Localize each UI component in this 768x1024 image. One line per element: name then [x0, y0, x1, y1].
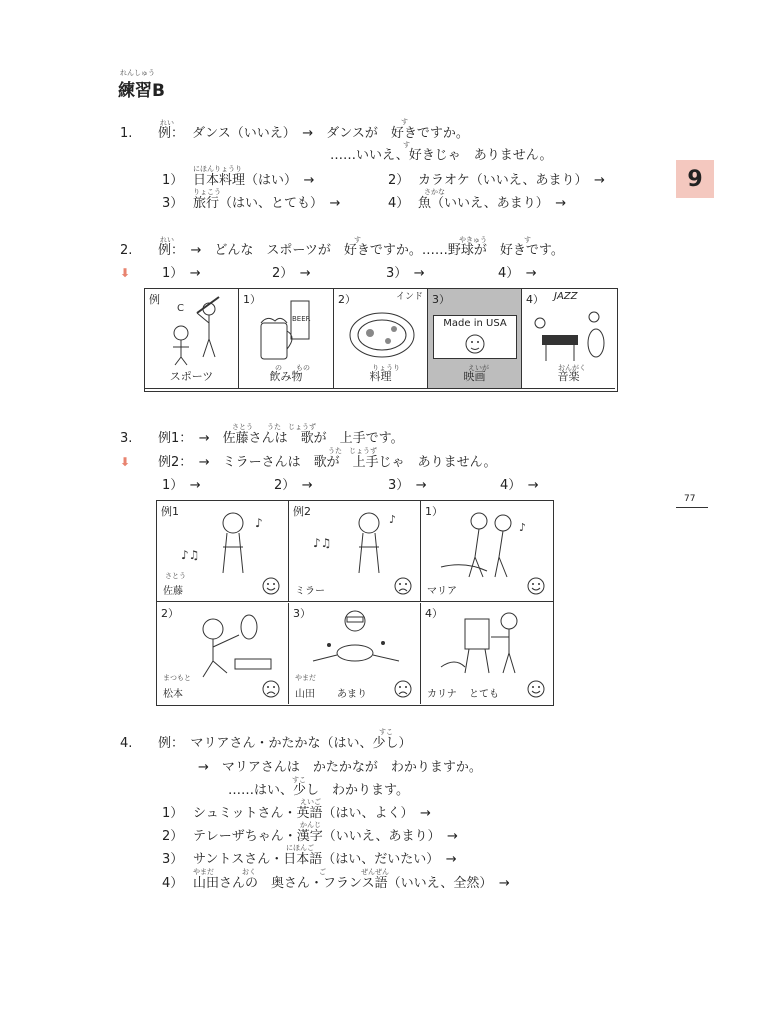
s1-item-num: 3） — [162, 196, 184, 211]
poster-sign: Made in USA — [443, 318, 507, 329]
s1-item-ruby: りょこう — [193, 188, 221, 196]
cell-ruby: おんがく — [558, 364, 586, 372]
s1-rei-ruby: れい — [160, 119, 174, 127]
s4-example1: 例： マリアさん・かたかな（はい、少し） — [158, 736, 412, 751]
s3-cell — [289, 603, 421, 704]
cell-name: マリア — [427, 586, 457, 597]
s3-example2: 例2： → ミラーさんは 歌が 上手じゃ ありません。 — [158, 455, 497, 470]
cell-caption: 料理 — [369, 370, 392, 383]
s2-ruby: れい — [160, 236, 174, 244]
page-title: 練習B — [118, 81, 165, 101]
singer-icon — [177, 507, 277, 579]
happy-face-icon — [527, 680, 545, 698]
cell-tag: 例2 — [293, 505, 311, 518]
name-ruby: まつもと — [163, 674, 191, 682]
s2-picture-grid — [144, 288, 618, 392]
cell-name: カリナ — [427, 689, 457, 700]
jazz-sign: JAZZ — [554, 291, 578, 302]
s3-picture-grid — [156, 500, 554, 706]
cell-tag: 例 — [149, 293, 160, 306]
s2-cell — [145, 289, 239, 389]
svg-text:C: C — [177, 303, 184, 314]
jazz-band-icon — [530, 305, 610, 363]
cell-ruby: の もの — [275, 364, 310, 372]
cell-degree: あまり — [337, 689, 367, 700]
s3-item: 1） → — [162, 478, 201, 493]
s4-item-text: サントスさん・日本語（はい、だいたい） → — [193, 852, 457, 867]
s4-item-num: 4） — [162, 876, 184, 891]
s4-ruby: すこ — [379, 728, 393, 736]
s4-example2: → マリアさんは かたかなが わかりますか。 — [198, 760, 482, 775]
sad-face-icon — [394, 577, 412, 595]
s3-ruby: さとう うた じょうず — [232, 423, 316, 431]
s3-ruby: うた じょうず — [328, 447, 377, 455]
s1-item-ruby: にほんりょうり — [193, 165, 242, 173]
bad-singer-icon — [309, 507, 409, 579]
tennis-player-icon — [173, 609, 277, 681]
svg-text:♪♫: ♪♫ — [181, 548, 200, 562]
cell-degree: とても — [469, 689, 499, 700]
dancers-icon — [435, 507, 539, 581]
name-ruby: さとう — [165, 572, 186, 580]
s3-cell — [289, 501, 421, 602]
cell-name: 松本 — [163, 689, 183, 700]
s3-item: 4） → — [500, 478, 539, 493]
s1-item-num: 2） — [388, 173, 410, 188]
svg-text:♪: ♪ — [389, 513, 397, 526]
s4-item-ruby: かんじ — [300, 821, 321, 829]
chapter-badge: 9 — [676, 160, 714, 198]
cell-tag: 2） — [338, 293, 356, 306]
cell-name: 山田 — [295, 689, 315, 700]
cell-name: 佐藤 — [163, 586, 183, 597]
s4-item-num: 3） — [162, 852, 184, 867]
s4-item-ruby: えいご — [300, 798, 321, 806]
s3-cell — [157, 603, 289, 704]
cell-tag: 4） — [526, 293, 544, 306]
cell-caption: 音楽 — [557, 370, 580, 383]
cell-caption: 飲み物 — [269, 370, 303, 383]
s2-cell — [428, 289, 522, 389]
cell-name: ミラー — [295, 586, 325, 597]
s4-ruby: すこ — [292, 776, 306, 784]
face-portrait-icon — [462, 332, 488, 356]
page-number-rule — [676, 507, 708, 508]
title-ruby: れんしゅう — [120, 69, 155, 77]
cell-ruby: りょうり — [372, 364, 400, 372]
s1-item-num: 1） — [162, 173, 184, 188]
s2-ruby: す — [354, 236, 361, 244]
cell-ruby: えいが — [468, 364, 489, 372]
painter-icon — [435, 607, 539, 679]
s3-example1: 例1： → 佐藤さんは 歌が 上手です。 — [158, 431, 404, 446]
s2-cell — [334, 289, 428, 389]
cell-tag: 4） — [425, 607, 443, 620]
s1-rei: 例： — [158, 126, 185, 141]
s2-example: 例： → どんな スポーツが 好きですか。……野球が 好きです。 — [158, 243, 564, 258]
baseball-players-icon — [157, 295, 229, 367]
arrow-down-icon: ⬇ — [120, 455, 131, 469]
cell-caption: スポーツ — [169, 370, 214, 383]
curry-plate-icon — [346, 303, 418, 363]
s2-ruby: やきゅう — [459, 236, 487, 244]
cell-tag: 例1 — [161, 505, 179, 518]
cooking-mess-icon — [303, 607, 407, 677]
cell-tag: 2） — [161, 607, 179, 620]
svg-text:♪: ♪ — [255, 516, 263, 530]
cell-top-label: インド — [395, 292, 423, 302]
happy-face-icon — [262, 577, 280, 595]
s2-cell — [239, 289, 334, 389]
s2-cell — [522, 289, 615, 389]
s2-item: 4） → — [498, 266, 537, 281]
s1-item-text: カラオケ（いいえ、あまり） → — [418, 173, 605, 188]
s1-example-question: ダンス（いいえ） → ダンスが 好きですか。 — [192, 126, 469, 141]
cell-tag: 3） — [432, 293, 450, 306]
cell-tag: 3） — [293, 607, 311, 620]
cell-tag: 1） — [425, 505, 443, 518]
s1-item-ruby: さかな — [424, 188, 445, 196]
svg-text:♪♫: ♪♫ — [313, 536, 332, 550]
s4-number: 4. — [120, 736, 133, 751]
s3-cell — [421, 603, 553, 704]
s1-item-text: 旅行（はい、とても） → — [193, 196, 341, 211]
beer-label: BEER — [292, 315, 311, 323]
s1-item-text: 魚（いいえ、あまり） → — [418, 196, 567, 211]
beer-icon — [255, 297, 319, 365]
s1-example-answer: ……いいえ、好きじゃ ありません。 — [330, 148, 553, 163]
movie-poster — [433, 315, 517, 359]
s4-item-num: 2） — [162, 829, 184, 844]
s2-item: 3） → — [386, 266, 425, 281]
page-number: 77 — [684, 494, 696, 504]
cell-tag: 1） — [243, 293, 261, 306]
s4-item-text: テレーザちゃん・漢字（いいえ、あまり） → — [193, 829, 458, 844]
s4-item-ruby: やまだ おく ご ぜんぜん — [193, 868, 389, 876]
s3-number: 3. — [120, 431, 133, 446]
s4-example3: ……はい、少し わかります。 — [228, 783, 409, 798]
arrow-down-icon: ⬇ — [120, 266, 131, 280]
s3-item: 2） → — [274, 478, 313, 493]
sad-face-icon — [262, 680, 280, 698]
sad-face-icon — [394, 680, 412, 698]
s2-item: 2） → — [272, 266, 311, 281]
s3-cell — [157, 501, 289, 602]
s1-item-text: 日本料理（はい） → — [193, 173, 315, 188]
s4-item-text: 山田さんの 奥さん・フランス語（いいえ、全然） → — [193, 876, 510, 891]
happy-face-icon — [527, 577, 545, 595]
name-ruby: やまだ — [295, 674, 316, 682]
s4-item-ruby: にほんご — [286, 844, 314, 852]
s3-item: 3） → — [388, 478, 427, 493]
cell-caption: 映画 — [463, 370, 486, 383]
svg-text:♪: ♪ — [519, 521, 527, 534]
s1-item-num: 4） — [388, 196, 410, 211]
s4-item-text: シュミットさん・英語（はい、よく） → — [193, 806, 431, 821]
s1-a-ruby: す — [403, 141, 410, 149]
s2-number: 2. — [120, 243, 133, 258]
s1-q-ruby: す — [401, 118, 408, 126]
s2-item: 1） → — [162, 266, 201, 281]
s4-item-num: 1） — [162, 806, 184, 821]
s2-ruby: す — [524, 236, 531, 244]
s1-number: 1. — [120, 126, 133, 141]
s3-cell — [421, 501, 553, 602]
